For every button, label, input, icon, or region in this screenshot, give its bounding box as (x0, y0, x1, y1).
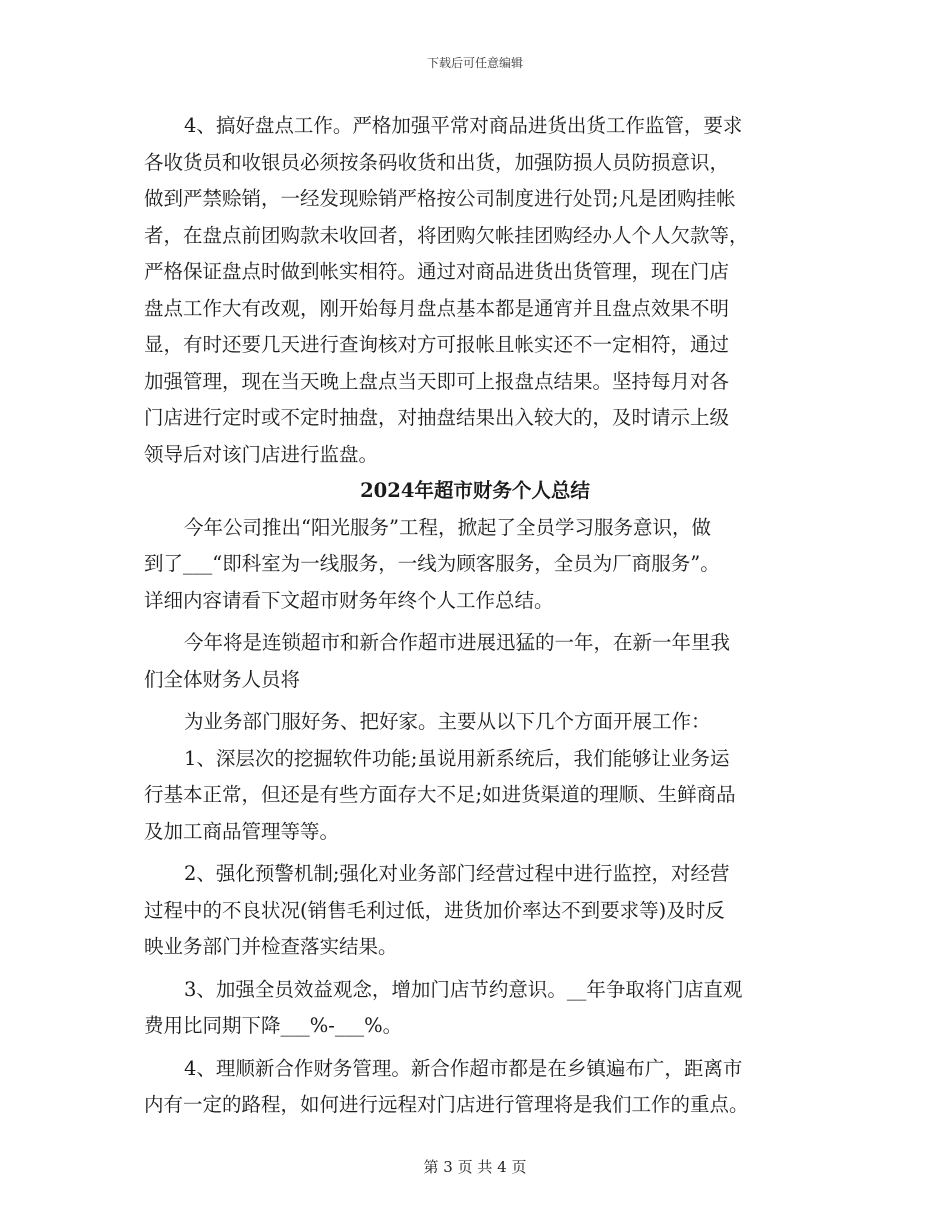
text-line: 映业务部门并检查落实结果。 (144, 935, 398, 958)
text-line: 行基本正常，但还是有些方面存大不足;如进货渠道的理顺、生鲜商品 (144, 783, 736, 806)
text-line: 领导后对该门店进行监盘。 (144, 442, 379, 466)
text-line: 为业务部门服好务、把好家。主要从以下几个方面开展工作： (184, 710, 711, 733)
text-line: 显，有时还要几天进行查询核对方可报帐且帐实还不一定相符，通过 (144, 333, 730, 356)
paragraph-serve (144, 704, 806, 741)
text-line: 做到严禁赊销，一经发现赊销严格按公司制度进行处罚;凡是团购挂帐 (144, 187, 736, 210)
text-line: 今年将是连锁超市和新合作超市进展迅猛的一年，在新一年里我 (184, 631, 731, 654)
text-line: 2、强化预警机制;强化对业务部门经营过程中进行监控，对经营 (184, 862, 730, 885)
paragraph-inventory (144, 108, 806, 473)
text-line: 及加工商品管理等等。 (144, 819, 340, 843)
page-header: 下载后可任意编辑 (426, 56, 523, 70)
section-title: 2024年超市财务个人总结 (360, 479, 590, 502)
text-line: 1、深层次的挖掘软件功能;虽说用新系统后，我们能够让业务运 (184, 746, 730, 770)
text-line: 4、搞好盘点工作。严格加强平常对商品进货出货工作监管，要求 (184, 114, 743, 137)
list-item-3 (144, 972, 806, 1045)
text-line: 门店进行定时或不定时抽盘，对抽盘结果出入较大的，及时请示上级 (144, 406, 730, 429)
text-line: 内有一定的路程，如何进行远程对门店进行管理将是我们工作的重点。 (144, 1093, 749, 1116)
text-line: 费用比同期下降___%-___%。 (144, 1014, 403, 1037)
text-line: 3、加强全员效益观念，增加门店节约意识。__年争取将门店直观 (184, 977, 743, 1001)
list-item-4 (144, 1051, 806, 1124)
document-body (144, 108, 806, 1124)
text-line: 严格保证盘点时做到帐实相符。通过对商品进货出货管理，现在门店 (144, 260, 730, 283)
list-item-1 (144, 741, 806, 851)
list-item-2 (144, 856, 806, 966)
page-footer: 第 3 页 共 4 页 (423, 1158, 527, 1176)
text-line: 各收货员和收银员必须按条码收货和出货，加强防损人员防损意识， (144, 150, 730, 174)
text-line: 过程中的不良状况(销售毛利过低，进货加价率达不到要求等)及时反 (144, 898, 725, 922)
text-line: 4、理顺新合作财务管理。新合作超市都是在乡镇遍布广，距离市 (184, 1056, 743, 1080)
text-line: 加强管理，现在当天晚上盘点当天即可上报盘点结果。坚持每月对各 (144, 369, 730, 393)
text-line: 者，在盘点前团购款未收回者，将团购欠帐挂团购经办人个人欠款等， (144, 223, 749, 247)
text-line: 详细内容请看下文超市财务年终个人工作总结。 (144, 588, 554, 612)
text-line: 今年公司推出“阳光服务”工程，掀起了全员学习服务意识，做 (184, 515, 711, 539)
paragraph-year (144, 625, 806, 698)
text-line: 到了___“即科室为一线服务，一线为顾客服务，全员为厂商服务”。 (144, 552, 720, 575)
paragraph-intro (144, 510, 806, 620)
text-line: 盘点工作大有改观，刚开始每月盘点基本都是通宵并且盘点效果不明 (144, 296, 730, 320)
text-line: 们全体财务人员将 (144, 667, 301, 691)
